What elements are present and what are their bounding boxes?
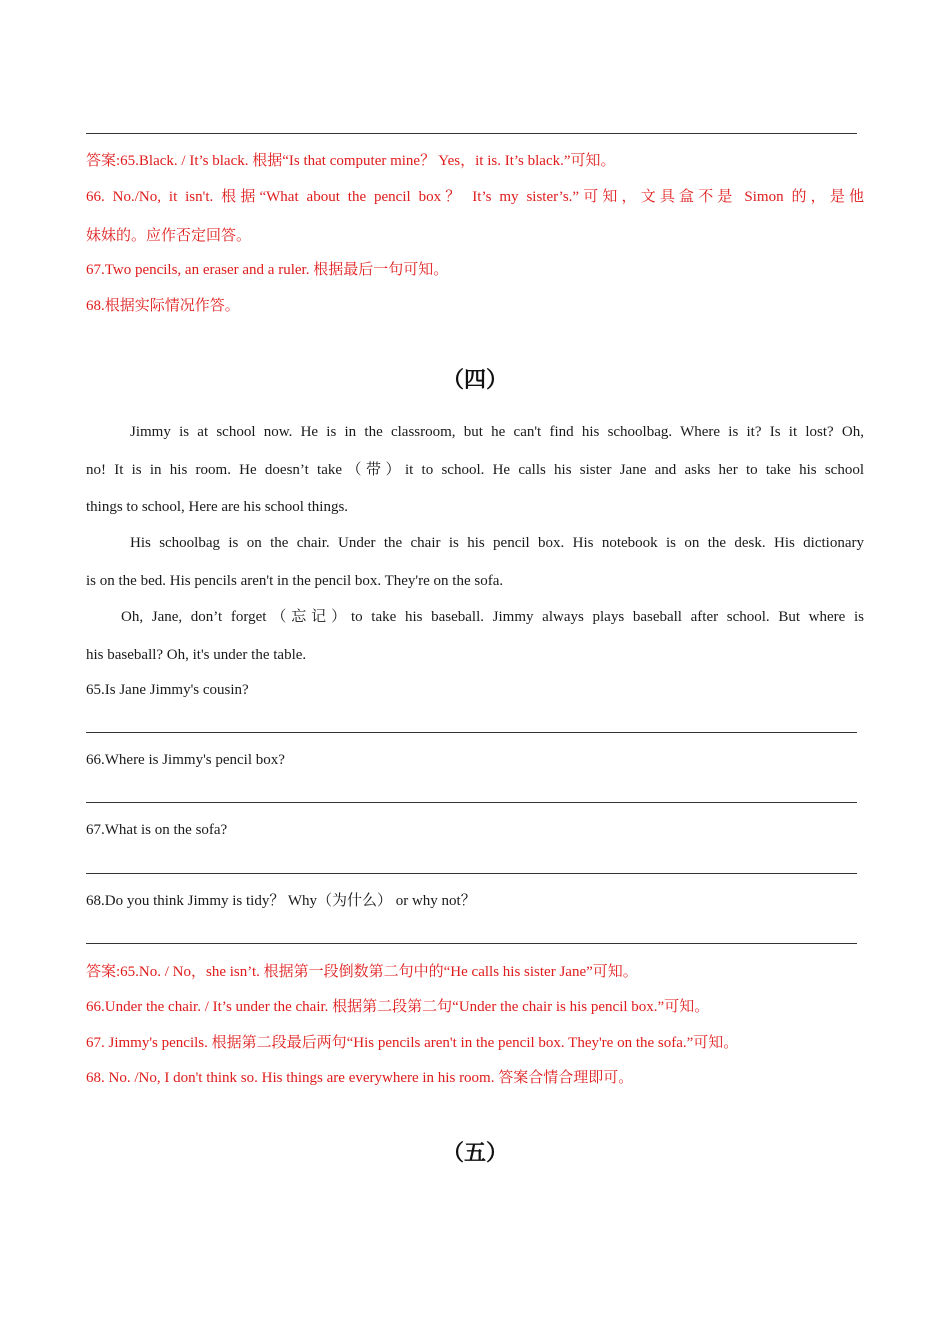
question-65: 65.Is Jane Jimmy's cousin? [86, 682, 249, 698]
answer-line-67 [86, 873, 857, 874]
section-4-heading: （四） [441, 367, 508, 392]
passage-p1-line1: Jimmy is at school now. He is in the classroom, but he can't find his schoolbag. Where is it? Is it lost? Oh, [130, 424, 864, 440]
answer-67-prev: 67.Two pencils, an eraser and a ruler. 根据最后一句可知。 [86, 262, 449, 278]
passage-p3-line1: Oh, Jane, don’t forget（忘记）to take his baseball. Jimmy always plays baseball after school. But where is [121, 609, 864, 625]
answer-68-prev: 68.根据实际情况作答。 [86, 298, 240, 314]
question-68: 68.Do you think Jimmy is tidy？ Why（为什么） or why not？ [86, 893, 476, 909]
passage-p3-line2: his baseball? Oh, it's under the table. [86, 647, 307, 663]
answer-67: 67. Jimmy's pencils. 根据第二段最后两句“His pencils aren't in the pencil box. They're on the sofa.”可知。 [86, 1035, 739, 1051]
answer-65: 答案:65.No. / No，she isn’t. 根据第一段倒数第二句中的“He calls his sister Jane”可知。 [86, 964, 638, 980]
answer-line-68 [86, 943, 857, 944]
answer-66: 66.Under the chair. / It’s under the chair. 根据第二段第二句“Under the chair is his pencil box.”可知。 [86, 999, 710, 1015]
answer-66-prev-line1: 66. No./No, it isn't. 根据“What about the pencil box？ It’s my sister’s.”可知，文具盒不是 Simon 的，是他 [86, 189, 864, 205]
answer-line [86, 133, 857, 134]
question-66: 66.Where is Jimmy's pencil box? [86, 752, 285, 768]
answer-line-65 [86, 732, 857, 733]
question-67: 67.What is on the sofa? [86, 822, 228, 838]
passage-p2-line1: His schoolbag is on the chair. Under the chair is his pencil box. His notebook is on the desk. His dictionary [130, 535, 864, 551]
answer-65-prev: 答案:65.Black. / It’s black. 根据“Is that computer mine？ Yes，it is. It’s black.”可知。 [86, 153, 616, 169]
passage-p2-line2: is on the bed. His pencils aren't in the pencil box. They're on the sofa. [86, 573, 504, 589]
answer-line-66 [86, 802, 857, 803]
answer-66-prev-line2: 妹妹的。应作否定回答。 [86, 228, 252, 244]
passage-p1-line3: things to school, Here are his school things. [86, 499, 349, 515]
section-5-heading: （五） [441, 1140, 508, 1165]
passage-p1-line2: no! It is in his room. He doesn’t take（带）it to school. He calls his sister Jane and asks her to take his school [86, 462, 864, 478]
answer-68: 68. No. /No, I don't think so. His things are everywhere in his room. 答案合情合理即可。 [86, 1070, 634, 1086]
